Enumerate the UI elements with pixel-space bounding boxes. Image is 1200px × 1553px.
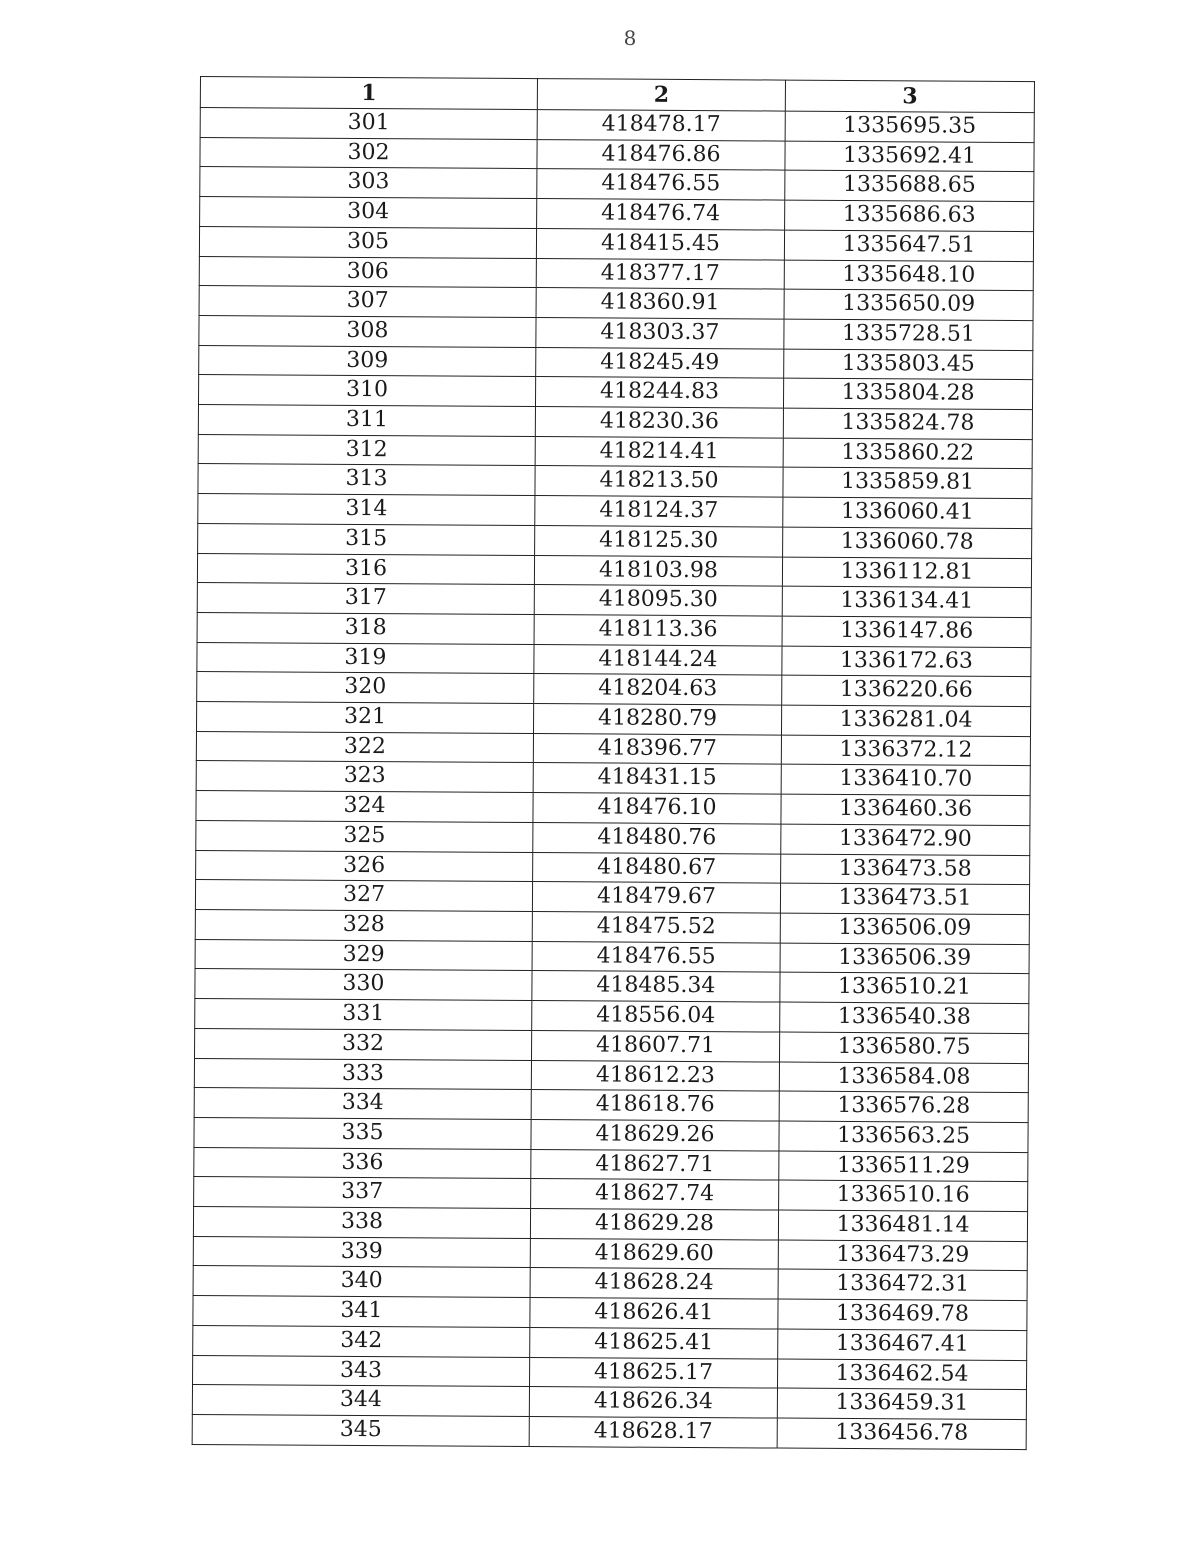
x-coordinate-cell: 418629.28: [530, 1209, 778, 1240]
x-coordinate-cell: 418103.98: [534, 555, 782, 586]
point-number-cell: 302: [200, 137, 537, 169]
y-coordinate-cell: 1336060.41: [783, 497, 1032, 528]
y-coordinate-cell: 1336510.16: [779, 1180, 1028, 1211]
x-coordinate-cell: 418625.17: [529, 1357, 777, 1388]
point-number-cell: 343: [193, 1355, 530, 1387]
y-coordinate-cell: 1336473.29: [778, 1240, 1027, 1271]
x-coordinate-cell: 418230.36: [535, 407, 783, 438]
x-coordinate-cell: 418244.83: [535, 377, 783, 408]
point-number-cell: 312: [198, 434, 535, 466]
y-coordinate-cell: 1336459.31: [777, 1388, 1026, 1419]
point-number-cell: 305: [199, 226, 536, 258]
y-coordinate-cell: 1335692.41: [785, 141, 1034, 172]
x-coordinate-cell: 418626.34: [529, 1387, 777, 1418]
y-coordinate-cell: 1336506.09: [780, 913, 1029, 944]
point-number-cell: 315: [198, 523, 535, 555]
x-coordinate-cell: 418618.76: [531, 1090, 779, 1121]
y-coordinate-cell: 1335804.28: [783, 378, 1032, 409]
point-number-cell: 303: [200, 167, 537, 199]
x-coordinate-cell: 418431.15: [533, 763, 781, 794]
y-coordinate-cell: 1335650.09: [784, 289, 1033, 320]
y-coordinate-cell: 1336147.86: [782, 616, 1031, 647]
y-coordinate-cell: 1336456.78: [777, 1418, 1026, 1449]
y-coordinate-cell: 1335728.51: [784, 319, 1033, 350]
point-number-cell: 330: [195, 969, 532, 1001]
y-coordinate-cell: 1335803.45: [784, 349, 1033, 380]
y-coordinate-cell: 1336473.51: [780, 883, 1029, 914]
y-coordinate-cell: 1336506.39: [780, 943, 1029, 974]
point-number-cell: 324: [196, 791, 533, 823]
point-number-cell: 338: [193, 1206, 530, 1238]
y-coordinate-cell: 1336467.41: [778, 1329, 1027, 1360]
x-coordinate-cell: 418476.55: [532, 941, 780, 972]
y-coordinate-cell: 1336372.12: [781, 735, 1030, 766]
x-coordinate-cell: 418144.24: [534, 644, 782, 675]
x-coordinate-cell: 418476.74: [537, 199, 785, 230]
point-number-cell: 333: [194, 1058, 531, 1090]
x-coordinate-cell: 418095.30: [534, 585, 782, 616]
y-coordinate-cell: 1335860.22: [783, 438, 1032, 469]
y-coordinate-cell: 1336481.14: [778, 1210, 1027, 1241]
x-coordinate-cell: 418556.04: [532, 1001, 780, 1032]
y-coordinate-cell: 1336584.08: [779, 1062, 1028, 1093]
x-coordinate-cell: 418479.67: [532, 882, 780, 913]
point-number-cell: 310: [198, 375, 535, 407]
x-coordinate-cell: 418627.74: [531, 1179, 779, 1210]
y-coordinate-cell: 1336576.28: [779, 1091, 1028, 1122]
x-coordinate-cell: 418476.55: [537, 169, 785, 200]
point-number-cell: 304: [200, 197, 537, 229]
x-coordinate-cell: 418377.17: [536, 258, 784, 289]
x-coordinate-cell: 418113.36: [534, 615, 782, 646]
x-coordinate-cell: 418629.60: [530, 1238, 778, 1269]
x-coordinate-cell: 418475.52: [532, 912, 780, 943]
y-coordinate-cell: 1335647.51: [784, 230, 1033, 261]
y-coordinate-cell: 1335688.65: [785, 170, 1034, 201]
y-coordinate-cell: 1335824.78: [783, 408, 1032, 439]
point-number-cell: 329: [195, 939, 532, 971]
y-coordinate-cell: 1335686.63: [785, 200, 1034, 231]
column-header-1: 1: [200, 77, 537, 110]
point-number-cell: 307: [199, 286, 536, 318]
x-coordinate-cell: 418396.77: [533, 733, 781, 764]
y-coordinate-cell: 1336281.04: [781, 705, 1030, 736]
coordinates-table: [192, 76, 1035, 1450]
x-coordinate-cell: 418476.86: [537, 139, 785, 170]
table-body: [192, 108, 1034, 1450]
point-number-cell: 319: [197, 642, 534, 674]
point-number-cell: 334: [194, 1088, 531, 1120]
x-coordinate-cell: 418125.30: [535, 525, 783, 556]
x-coordinate-cell: 418628.17: [529, 1416, 777, 1447]
point-number-cell: 327: [195, 880, 532, 912]
point-number-cell: 309: [199, 345, 536, 377]
x-coordinate-cell: 418627.71: [531, 1149, 779, 1180]
point-number-cell: 344: [192, 1385, 529, 1417]
point-number-cell: 341: [193, 1296, 530, 1328]
point-number-cell: 321: [196, 702, 533, 734]
point-number-cell: 342: [193, 1325, 530, 1357]
x-coordinate-cell: 418626.41: [530, 1298, 778, 1329]
x-coordinate-cell: 418213.50: [535, 466, 783, 497]
x-coordinate-cell: 418415.45: [536, 228, 784, 259]
column-header-2: 2: [537, 79, 785, 112]
point-number-cell: 323: [196, 761, 533, 793]
point-number-cell: 328: [195, 909, 532, 941]
y-coordinate-cell: 1335859.81: [783, 468, 1032, 499]
point-number-cell: 340: [193, 1266, 530, 1298]
y-coordinate-cell: 1336462.54: [777, 1359, 1026, 1390]
point-number-cell: 331: [195, 999, 532, 1031]
column-header-3: 3: [785, 80, 1034, 113]
y-coordinate-cell: 1336511.29: [779, 1151, 1028, 1182]
y-coordinate-cell: 1335695.35: [785, 111, 1034, 142]
y-coordinate-cell: 1336060.78: [783, 527, 1032, 558]
x-coordinate-cell: 418485.34: [532, 971, 780, 1002]
point-number-cell: 314: [198, 494, 535, 526]
x-coordinate-cell: 418204.63: [534, 674, 782, 705]
table-header-row: [200, 77, 1034, 113]
x-coordinate-cell: 418245.49: [536, 347, 784, 378]
point-number-cell: 320: [197, 672, 534, 704]
point-number-cell: 336: [194, 1147, 531, 1179]
point-number-cell: 308: [199, 315, 536, 347]
x-coordinate-cell: 418280.79: [533, 704, 781, 735]
point-number-cell: 337: [194, 1177, 531, 1209]
x-coordinate-cell: 418628.24: [530, 1268, 778, 1299]
y-coordinate-cell: 1336410.70: [781, 765, 1030, 796]
point-number-cell: 345: [192, 1414, 529, 1446]
y-coordinate-cell: 1336472.31: [778, 1269, 1027, 1300]
point-number-cell: 322: [196, 731, 533, 763]
point-number-cell: 311: [198, 405, 535, 437]
y-coordinate-cell: 1336460.36: [781, 794, 1030, 825]
x-coordinate-cell: 418360.91: [536, 288, 784, 319]
y-coordinate-cell: 1336473.58: [781, 854, 1030, 885]
x-coordinate-cell: 418214.41: [535, 436, 783, 467]
y-coordinate-cell: 1336112.81: [782, 557, 1031, 588]
point-number-cell: 301: [200, 108, 537, 140]
y-coordinate-cell: 1336510.21: [780, 972, 1029, 1003]
point-number-cell: 326: [196, 850, 533, 882]
point-number-cell: 317: [197, 583, 534, 615]
point-number-cell: 325: [196, 820, 533, 852]
point-number-cell: 339: [193, 1236, 530, 1268]
y-coordinate-cell: 1336220.66: [782, 675, 1031, 706]
point-number-cell: 316: [197, 553, 534, 585]
y-coordinate-cell: 1335648.10: [784, 260, 1033, 291]
point-number-cell: 318: [197, 612, 534, 644]
y-coordinate-cell: 1336469.78: [778, 1299, 1027, 1330]
x-coordinate-cell: 418303.37: [536, 317, 784, 348]
y-coordinate-cell: 1336540.38: [780, 1002, 1029, 1033]
point-number-cell: 335: [194, 1117, 531, 1149]
x-coordinate-cell: 418480.67: [533, 852, 781, 883]
y-coordinate-cell: 1336134.41: [782, 586, 1031, 617]
x-coordinate-cell: 418480.76: [533, 822, 781, 853]
point-number-cell: 306: [199, 256, 536, 288]
point-number-cell: 332: [195, 1028, 532, 1060]
x-coordinate-cell: 418607.71: [531, 1030, 779, 1061]
y-coordinate-cell: 1336580.75: [779, 1032, 1028, 1063]
point-number-cell: 313: [198, 464, 535, 496]
x-coordinate-cell: 418478.17: [537, 110, 785, 141]
x-coordinate-cell: 418124.37: [535, 496, 783, 527]
y-coordinate-cell: 1336172.63: [782, 646, 1031, 677]
x-coordinate-cell: 418476.10: [533, 793, 781, 824]
x-coordinate-cell: 418629.26: [531, 1119, 779, 1150]
y-coordinate-cell: 1336472.90: [781, 824, 1030, 855]
page-number: 8: [623, 26, 637, 50]
x-coordinate-cell: 418612.23: [531, 1060, 779, 1091]
y-coordinate-cell: 1336563.25: [779, 1121, 1028, 1152]
x-coordinate-cell: 418625.41: [530, 1327, 778, 1358]
table-row: [192, 1414, 1026, 1449]
